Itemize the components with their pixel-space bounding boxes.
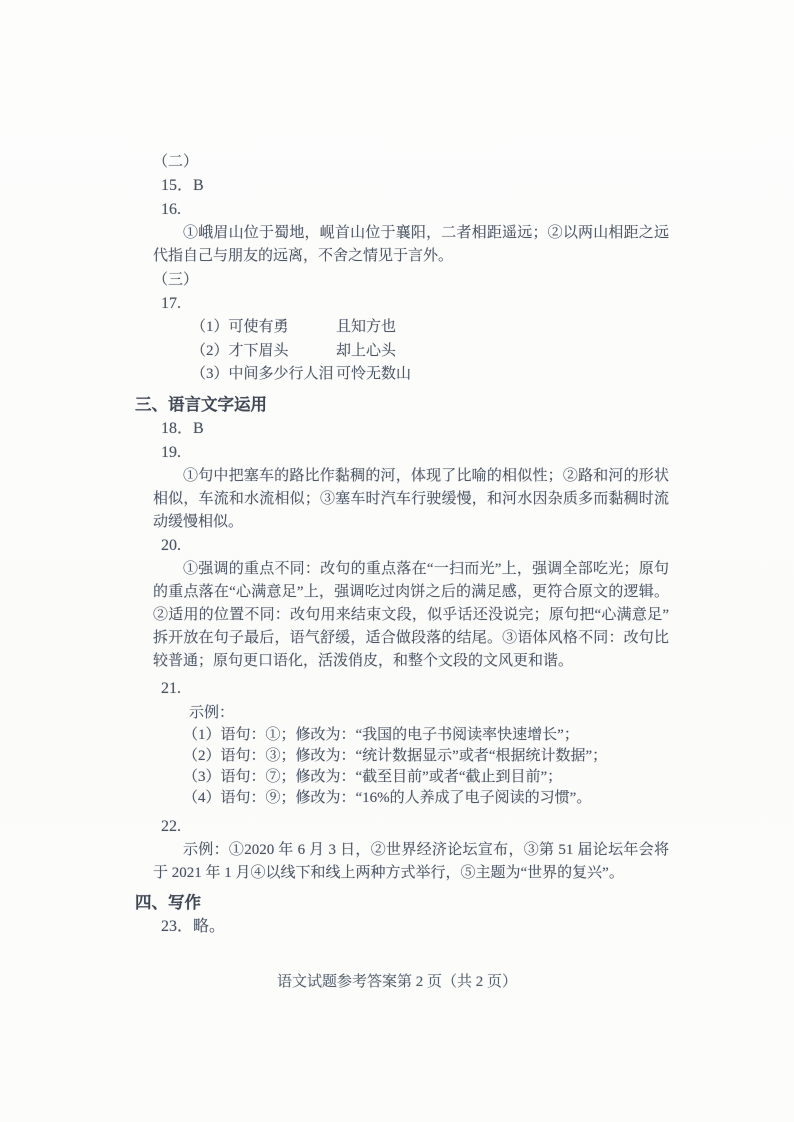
answer-15: 15．B	[161, 177, 204, 194]
answer-21-list	[153, 725, 669, 809]
answer-17-list	[153, 316, 669, 387]
answer-21-intro: 示例：	[189, 704, 235, 721]
answer-22-number: 22.	[161, 817, 181, 835]
section-4-heading: 四、写作	[135, 893, 201, 912]
answer-21-item-1: （1）语句：①；修改为：“我国的电子书阅读率快速增长”；	[183, 726, 579, 743]
answer-17-item-2-left: （2）才下眉头	[191, 342, 289, 359]
part-3-label: （三）	[153, 272, 199, 288]
answer-17-item-2-right: 却上心头	[336, 342, 397, 359]
page-footer	[0, 971, 794, 993]
answer-17-number: 17.	[161, 295, 181, 312]
answer-20-number: 20.	[161, 536, 181, 554]
answer-16-number: 16.	[161, 201, 181, 218]
answer-16-text: ①峨眉山位于蜀地，岘首山位于襄阳，二者相距遥远；②以两山相距之远代指自己与朋友的远离，不舍之情见于言外。	[153, 225, 669, 264]
answer-17-item-1-right: 且知方也	[336, 319, 397, 335]
part-2-label: （二）	[153, 154, 199, 170]
answer-21-number: 21.	[161, 679, 181, 697]
answer-17-item-3-left: （3）中间多少行人泪	[191, 366, 334, 382]
answer-19-number: 19.	[161, 443, 181, 461]
answer-18: 18．B	[161, 419, 204, 437]
answer-21-item-3: （3）语句：⑦；修改为：“截至目前”或者“截止到目前”；	[183, 768, 563, 785]
answer-17-item-3-right: 可怜无数山	[336, 366, 412, 382]
answer-17-item-3	[191, 363, 669, 387]
answer-21-item-4: （4）语句：⑨；修改为：“16%的人养成了电子阅读的习惯”。	[183, 789, 592, 806]
answer-23: 23．略。	[161, 917, 226, 935]
answer-20-text: ①强调的重点不同：改句的重点落在“一扫而光”上，强调全部吃光；原句的重点落在“心满意足”上，强调吃过肉饼之后的满足感，更符合原文的逻辑。②适用的位置不同：改句用来结束文段，似乎话还没说完；原句把“心满意足”拆开放在句子最后，语气舒缓，适合做段落的结尾。③语体风格不同：改句比较普通；原句更口语化，活泼俏皮，和整个文段的文风更和谐。	[153, 560, 669, 669]
answer-22-text: 示例：①2020 年 6 月 3 日，②世界经济论坛宣布，③第 51 届论坛年会将于 2021 年 1 月④以线下和线上两种方式举行，⑤主题为“世界的复兴”。	[153, 841, 669, 881]
answer-17-item-1	[191, 316, 669, 340]
answer-19-text: ①句中把塞车的路比作黏稠的河，体现了比喻的相似性；②路和河的形状相似，车流和水流相似；③塞车时汽车行驶缓慢，和河水因杂质多而黏稠时流动缓慢相似。	[153, 467, 669, 530]
answer-21-item-2: （2）语句：③；修改为：“统计数据显示”或者“根据统计数据”；	[183, 747, 608, 764]
section-3-heading: 三、语言文字运用	[135, 395, 267, 414]
answer-17-item-2	[191, 340, 669, 364]
answer-17-item-1-left: （1）可使有勇	[191, 319, 289, 335]
page-footer-text: 语文试题参考答案第 2 页（共 2 页）	[276, 973, 517, 990]
